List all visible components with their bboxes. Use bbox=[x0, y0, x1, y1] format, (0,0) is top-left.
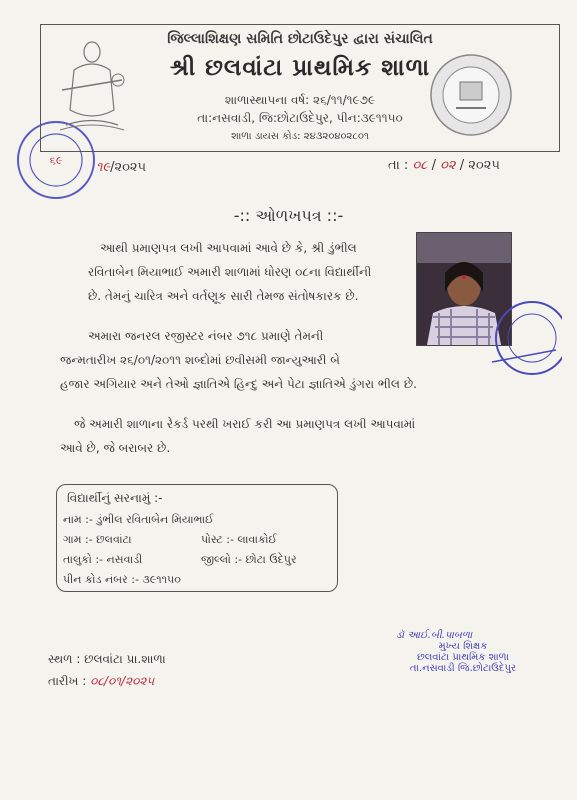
address-line: તા:નસવાડી, જિ:છોટાઉદેપુર, પીન:૩૯૧૧૫૦ bbox=[197, 111, 403, 125]
reference-number bbox=[96, 160, 146, 175]
ref-year: /૨૦૨૫ bbox=[110, 160, 147, 175]
date-day: ૦૮ bbox=[412, 158, 428, 173]
signature-handwritten: ડૉ આઈ.બી.પાબળા bbox=[396, 630, 473, 641]
stamp-line-3: તા.નસવાડી જિ.છોટાઉદેપુર bbox=[409, 663, 517, 674]
date-month: ૦૨ bbox=[440, 158, 456, 173]
date-year: / ૨૦૨૫ bbox=[459, 158, 500, 173]
footer-date-value: ૦૮/૦૧/૨૦૨૫ bbox=[90, 674, 155, 688]
address-title: વિદ્યાર્થીનું સરનામું :- bbox=[67, 491, 163, 505]
school-stamp-right bbox=[486, 292, 562, 384]
paragraph-2 bbox=[60, 324, 490, 396]
address-pincode: પીન કોડ નંબર :- ૩૯૧૧૫૦ bbox=[63, 573, 181, 586]
student-address-box bbox=[56, 484, 338, 592]
paragraph-1 bbox=[88, 236, 408, 308]
date-label: તા : bbox=[388, 158, 409, 173]
paragraph-3 bbox=[60, 412, 500, 460]
p2-line2: જન્મતારીખ ૨૬/૦૧/૨૦૧૧ શબ્દોમાં છવીસમી જાન્યુઆરી બે bbox=[60, 353, 340, 367]
p2-line3: હજાર અગિયાર અને તેઓ જ્ઞાતિએ હિન્દુ અને પેટા જ્ઞાતિએ ડુંગરા ભીલ છે. bbox=[60, 377, 417, 391]
address-district: જીલ્લો :- છોટા ઉદેપુર bbox=[201, 553, 297, 566]
dise-code-line: શાળા ડાયસ કોડ: ૨૪૩૨૦૪૦૨૮૦૧ bbox=[231, 131, 369, 142]
address-taluka: તાલુકો :- નસવાડી bbox=[63, 553, 143, 566]
p3-line2: આવે છે, જે બરાબર છે. bbox=[60, 441, 171, 455]
committee-line: જિલ્લાશિક્ષણ સમિતિ છોટાઉદેપુર દ્વારા સંચાલિત bbox=[167, 31, 433, 47]
principal-signature bbox=[388, 630, 538, 690]
saraswati-logo-icon bbox=[52, 30, 132, 140]
document-title: -:: ઓળખપત્ર ::- bbox=[233, 206, 344, 225]
p1-line2: રવિતાબેન મિયાભાઈ અમારી શાળામાં ધોરણ ૦૮ના વિદ્યાર્થીની bbox=[88, 265, 372, 279]
svg-text:૬૯: ૬૯ bbox=[49, 154, 63, 167]
ref-handwritten: ૧૯ bbox=[96, 160, 111, 175]
established-line: શાળાસ્થાપના વર્ષ: ૨૬/૧૧/૧૯૭૯ bbox=[224, 93, 376, 107]
place-line: સ્થળ : છલવાંટા પ્રા.શાળા bbox=[48, 652, 166, 666]
footer-date-label: તારીખ : bbox=[48, 674, 87, 688]
stamp-line-1: મુખ્ય શિક્ષક bbox=[438, 641, 488, 652]
stamp-line-2: છલવાંટા પ્રાથમિક શાળા bbox=[417, 652, 509, 663]
p2-line1: અમારા જનરલ રજીસ્ટર નંબર ૭૧૮ પ્રમાણે તેમની bbox=[88, 329, 324, 343]
school-name: શ્રી છલવાંટા પ્રાથમિક શાળા bbox=[169, 55, 431, 81]
p1-line1: આથી પ્રમાણપત્ર લખી આપવામાં આવે છે કે, શ્રી ડુંભીલ bbox=[100, 241, 357, 255]
issue-date: તા : ૦૮ / ૦૨ / ૨૦૨૫ bbox=[388, 158, 500, 173]
p3-line1: જે અમારી શાળાના રેકર્ડ પરથી ખરાઈ કરી આ પ્રમાણપત્ર લખી આપવામાં bbox=[74, 417, 416, 431]
address-name: નામ :- ડુંભીલ રવિતાબેન મિયાભાઈ bbox=[63, 513, 214, 526]
address-post: પોસ્ટ :- લાવાકોઈ bbox=[201, 533, 277, 546]
p1-line3: છે. તેમનું ચારિત્ર અને વર્તણૂક સારી તેમજ સંતોષકારક છે. bbox=[88, 289, 359, 303]
school-emblem-icon bbox=[428, 52, 514, 138]
footer-date bbox=[48, 674, 154, 689]
address-village: ગામ :- છલવાંટા bbox=[63, 533, 132, 546]
